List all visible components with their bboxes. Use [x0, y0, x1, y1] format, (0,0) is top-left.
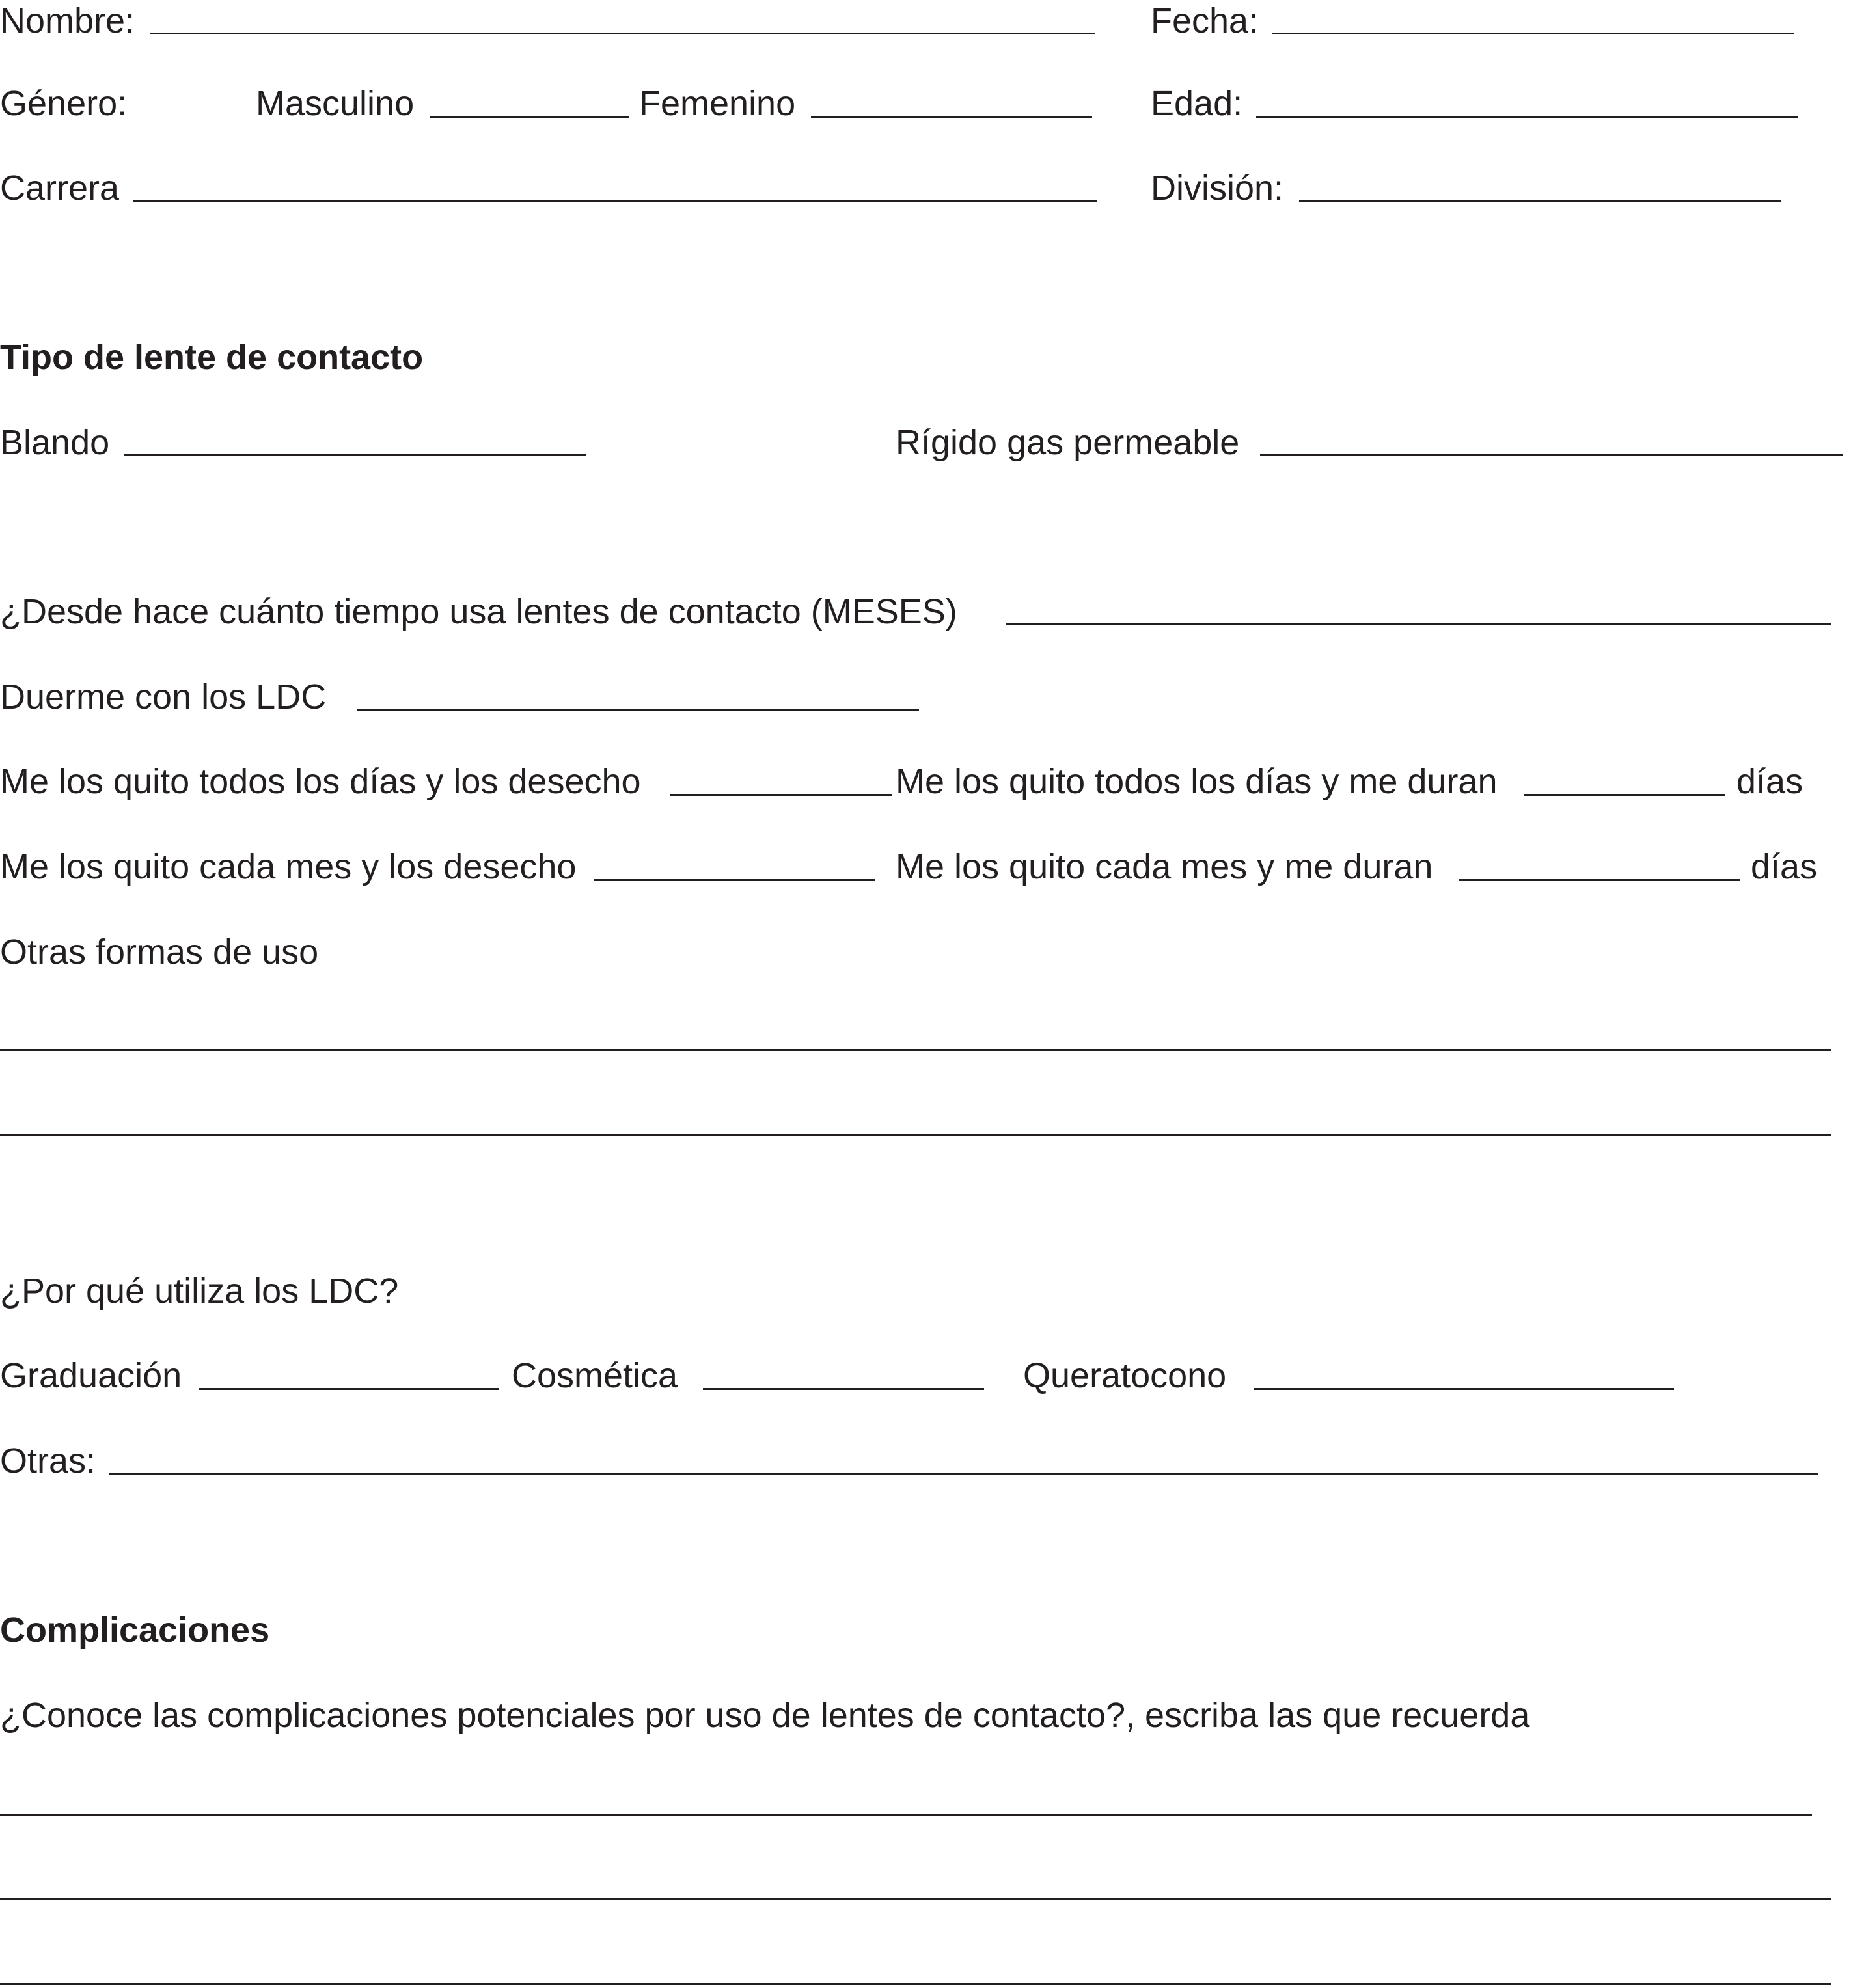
monthly-days-label: días — [1751, 847, 1818, 886]
masculino-label: Masculino — [256, 84, 415, 123]
other-forms-field-1[interactable] — [0, 1049, 1831, 1051]
fecha-label: Fecha: — [1151, 1, 1259, 40]
carrera-field[interactable] — [133, 200, 1097, 202]
edad-label: Edad: — [1151, 84, 1243, 123]
cosmetica-field[interactable] — [703, 1388, 984, 1390]
daily-last-field[interactable] — [1524, 794, 1725, 796]
monthly-last-field[interactable] — [1459, 879, 1740, 881]
graduacion-field[interactable] — [199, 1388, 499, 1390]
nombre-field[interactable] — [150, 33, 1095, 34]
carrera-label: Carrera — [0, 169, 120, 208]
genero-label: Género: — [0, 84, 128, 123]
queratocono-label: Queratocono — [1023, 1356, 1227, 1395]
complications-field-3[interactable] — [0, 1983, 1831, 1985]
other-forms-field-2[interactable] — [0, 1134, 1831, 1136]
complications-field-1[interactable] — [0, 1814, 1812, 1816]
cosmetica-label: Cosmética — [512, 1356, 678, 1395]
femenino-field[interactable] — [811, 116, 1092, 118]
complications-heading: Complicaciones — [0, 1611, 270, 1650]
sleep-field[interactable] — [357, 709, 919, 711]
lens-type-heading: Tipo de lente de contacto — [0, 338, 424, 377]
reason-question: ¿Por qué utiliza los LDC? — [0, 1272, 399, 1311]
since-field[interactable] — [1006, 623, 1831, 625]
otras-field[interactable] — [109, 1473, 1818, 1475]
blando-label: Blando — [0, 423, 110, 462]
monthly-discard-label: Me los quito cada mes y los desecho — [0, 847, 577, 886]
femenino-label: Femenino — [639, 84, 796, 123]
edad-field[interactable] — [1256, 116, 1798, 118]
sleep-label: Duerme con los LDC — [0, 677, 327, 716]
monthly-last-label: Me los quito cada mes y me duran — [896, 847, 1433, 886]
complications-field-2[interactable] — [0, 1898, 1831, 1900]
rigido-field[interactable] — [1260, 454, 1843, 456]
other-forms-label: Otras formas de uso — [0, 933, 319, 972]
rigido-label: Rígido gas permeable — [896, 423, 1240, 462]
masculino-field[interactable] — [430, 116, 629, 118]
nombre-label: Nombre: — [0, 1, 135, 40]
daily-last-label: Me los quito todos los días y me duran — [896, 762, 1498, 801]
otras-label: Otras: — [0, 1441, 96, 1480]
queratocono-field[interactable] — [1254, 1388, 1674, 1390]
division-label: División: — [1151, 169, 1284, 208]
division-field[interactable] — [1299, 200, 1781, 202]
monthly-discard-field[interactable] — [594, 879, 875, 881]
daily-discard-field[interactable] — [670, 794, 892, 796]
fecha-field[interactable] — [1272, 33, 1794, 34]
daily-days-label: días — [1736, 762, 1803, 801]
since-label: ¿Desde hace cuánto tiempo usa lentes de contacto (MESES) — [0, 592, 957, 631]
complications-question: ¿Conoce las complicaciones potenciales por uso de lentes de contacto?, escriba las que recuerda — [0, 1696, 1530, 1735]
daily-discard-label: Me los quito todos los días y los desecho — [0, 762, 641, 801]
blando-field[interactable] — [124, 454, 586, 456]
graduacion-label: Graduación — [0, 1356, 182, 1395]
